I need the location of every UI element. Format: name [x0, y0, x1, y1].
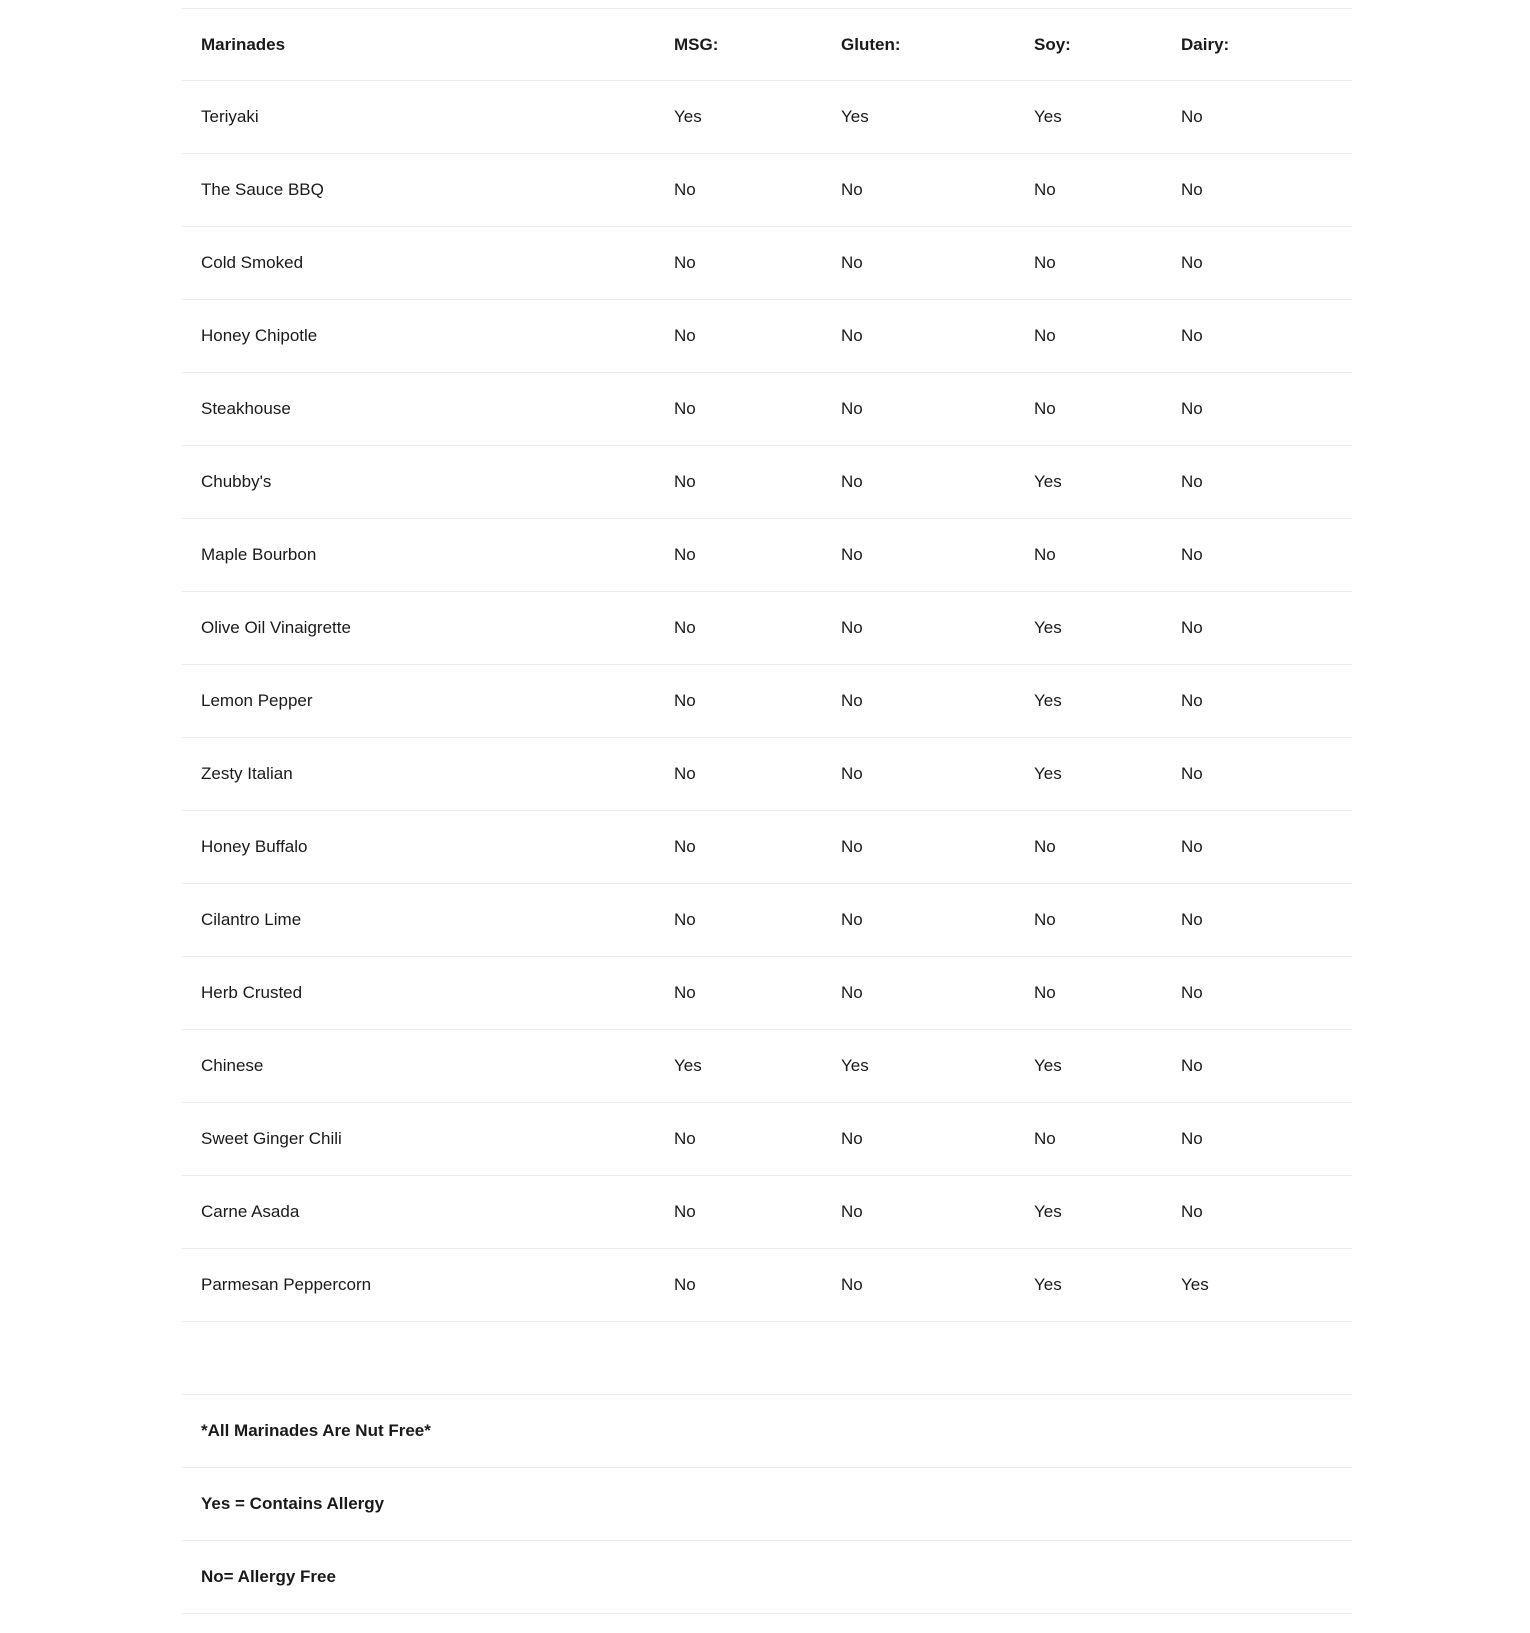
- table-row: [182, 1176, 1352, 1249]
- table-row: [182, 957, 1352, 1030]
- dairy-value: No: [1181, 691, 1203, 710]
- header-dairy: Dairy:: [1181, 34, 1230, 54]
- msg-value: Yes: [674, 1056, 702, 1075]
- marinade-name: Lemon Pepper: [201, 691, 313, 710]
- marinade-name: Carne Asada: [201, 1202, 300, 1221]
- soy-value: No: [1034, 910, 1056, 929]
- msg-value: No: [674, 1129, 696, 1148]
- table-row: [182, 1103, 1352, 1176]
- soy-value: Yes: [1034, 691, 1062, 710]
- marinade-name: Zesty Italian: [201, 764, 293, 783]
- dairy-value: No: [1181, 1056, 1203, 1075]
- table-row: [182, 884, 1352, 957]
- soy-value: Yes: [1034, 1202, 1062, 1221]
- soy-value: No: [1034, 837, 1056, 856]
- dairy-value: No: [1181, 764, 1203, 783]
- soy-value: No: [1034, 983, 1056, 1002]
- gluten-value: No: [841, 326, 863, 345]
- msg-value: No: [674, 326, 696, 345]
- header-gluten: Gluten:: [841, 34, 901, 54]
- msg-value: No: [674, 399, 696, 418]
- gluten-value: Yes: [841, 107, 869, 126]
- dairy-value: No: [1181, 253, 1203, 272]
- soy-value: Yes: [1034, 1275, 1062, 1294]
- soy-value: No: [1034, 180, 1056, 199]
- msg-value: No: [674, 764, 696, 783]
- table-row: [182, 81, 1352, 154]
- msg-value: No: [674, 618, 696, 637]
- header-msg: MSG:: [674, 34, 719, 54]
- dairy-value: No: [1181, 1202, 1203, 1221]
- dairy-value: No: [1181, 545, 1203, 564]
- yes-legend: Yes = Contains Allergy: [201, 1494, 385, 1513]
- dairy-value: No: [1181, 837, 1203, 856]
- msg-value: No: [674, 180, 696, 199]
- header-soy: Soy:: [1034, 34, 1071, 54]
- gluten-value: No: [841, 180, 863, 199]
- msg-value: No: [674, 983, 696, 1002]
- marinade-name: Herb Crusted: [201, 983, 303, 1002]
- note-row: [182, 1541, 1352, 1614]
- marinade-name: Olive Oil Vinaigrette: [201, 618, 351, 637]
- dairy-value: No: [1181, 326, 1203, 345]
- gluten-value: Yes: [841, 1056, 869, 1075]
- table-row: [182, 665, 1352, 738]
- gluten-value: No: [841, 837, 863, 856]
- table-row: [182, 592, 1352, 665]
- gluten-value: No: [841, 253, 863, 272]
- marinade-name: Cold Smoked: [201, 253, 304, 272]
- marinade-name: Sweet Ginger Chili: [201, 1129, 342, 1148]
- table-header-row: [182, 8, 1352, 81]
- msg-value: No: [674, 1275, 696, 1294]
- msg-value: No: [674, 691, 696, 710]
- nut-free-note: *All Marinades Are Nut Free*: [201, 1421, 431, 1440]
- header-marinades: Marinades: [201, 34, 286, 54]
- dairy-value: Yes: [1181, 1275, 1209, 1294]
- soy-value: No: [1034, 326, 1056, 345]
- gluten-value: No: [841, 691, 863, 710]
- gluten-value: No: [841, 545, 863, 564]
- empty-row: [182, 1322, 1352, 1395]
- soy-value: Yes: [1034, 472, 1062, 491]
- table-row: [182, 227, 1352, 300]
- dairy-value: No: [1181, 618, 1203, 637]
- gluten-value: No: [841, 910, 863, 929]
- table-row: [182, 1030, 1352, 1103]
- marinade-name: Steakhouse: [201, 399, 291, 418]
- marinade-name: Maple Bourbon: [201, 545, 317, 564]
- table-row: [182, 1249, 1352, 1322]
- gluten-value: No: [841, 1275, 863, 1294]
- marinade-name: Chinese: [201, 1056, 264, 1075]
- soy-value: No: [1034, 1129, 1056, 1148]
- table-row: [182, 446, 1352, 519]
- msg-value: No: [674, 837, 696, 856]
- msg-value: No: [674, 545, 696, 564]
- soy-value: Yes: [1034, 1056, 1062, 1075]
- no-legend: No= Allergy Free: [201, 1567, 336, 1586]
- dairy-value: No: [1181, 180, 1203, 199]
- soy-value: Yes: [1034, 107, 1062, 126]
- msg-value: No: [674, 1202, 696, 1221]
- soy-value: No: [1034, 399, 1056, 418]
- table-row: [182, 738, 1352, 811]
- table-row: [182, 811, 1352, 884]
- gluten-value: No: [841, 1129, 863, 1148]
- note-row: [182, 1395, 1352, 1468]
- gluten-value: No: [841, 618, 863, 637]
- table-row: [182, 519, 1352, 592]
- gluten-value: No: [841, 399, 863, 418]
- msg-value: No: [674, 253, 696, 272]
- dairy-value: No: [1181, 910, 1203, 929]
- gluten-value: No: [841, 983, 863, 1002]
- gluten-value: No: [841, 472, 863, 491]
- soy-value: Yes: [1034, 618, 1062, 637]
- gluten-value: No: [841, 1202, 863, 1221]
- marinade-name: Cilantro Lime: [201, 910, 302, 929]
- msg-value: No: [674, 910, 696, 929]
- dairy-value: No: [1181, 983, 1203, 1002]
- gluten-value: No: [841, 764, 863, 783]
- dairy-value: No: [1181, 1129, 1203, 1148]
- dairy-value: No: [1181, 472, 1203, 491]
- marinade-name: Parmesan Peppercorn: [201, 1275, 372, 1294]
- msg-value: No: [674, 472, 696, 491]
- marinade-name: Chubby's: [201, 472, 272, 491]
- msg-value: Yes: [674, 107, 702, 126]
- marinade-name: The Sauce BBQ: [201, 180, 324, 199]
- dairy-value: No: [1181, 399, 1203, 418]
- table-row: [182, 300, 1352, 373]
- dairy-value: No: [1181, 107, 1203, 126]
- marinade-name: Honey Chipotle: [201, 326, 318, 345]
- soy-value: No: [1034, 253, 1056, 272]
- table-row: [182, 154, 1352, 227]
- marinade-name: Teriyaki: [201, 107, 259, 126]
- table-row: [182, 373, 1352, 446]
- soy-value: No: [1034, 545, 1056, 564]
- soy-value: Yes: [1034, 764, 1062, 783]
- marinade-name: Honey Buffalo: [201, 837, 308, 856]
- allergen-table: [182, 8, 1352, 1614]
- note-row: [182, 1468, 1352, 1541]
